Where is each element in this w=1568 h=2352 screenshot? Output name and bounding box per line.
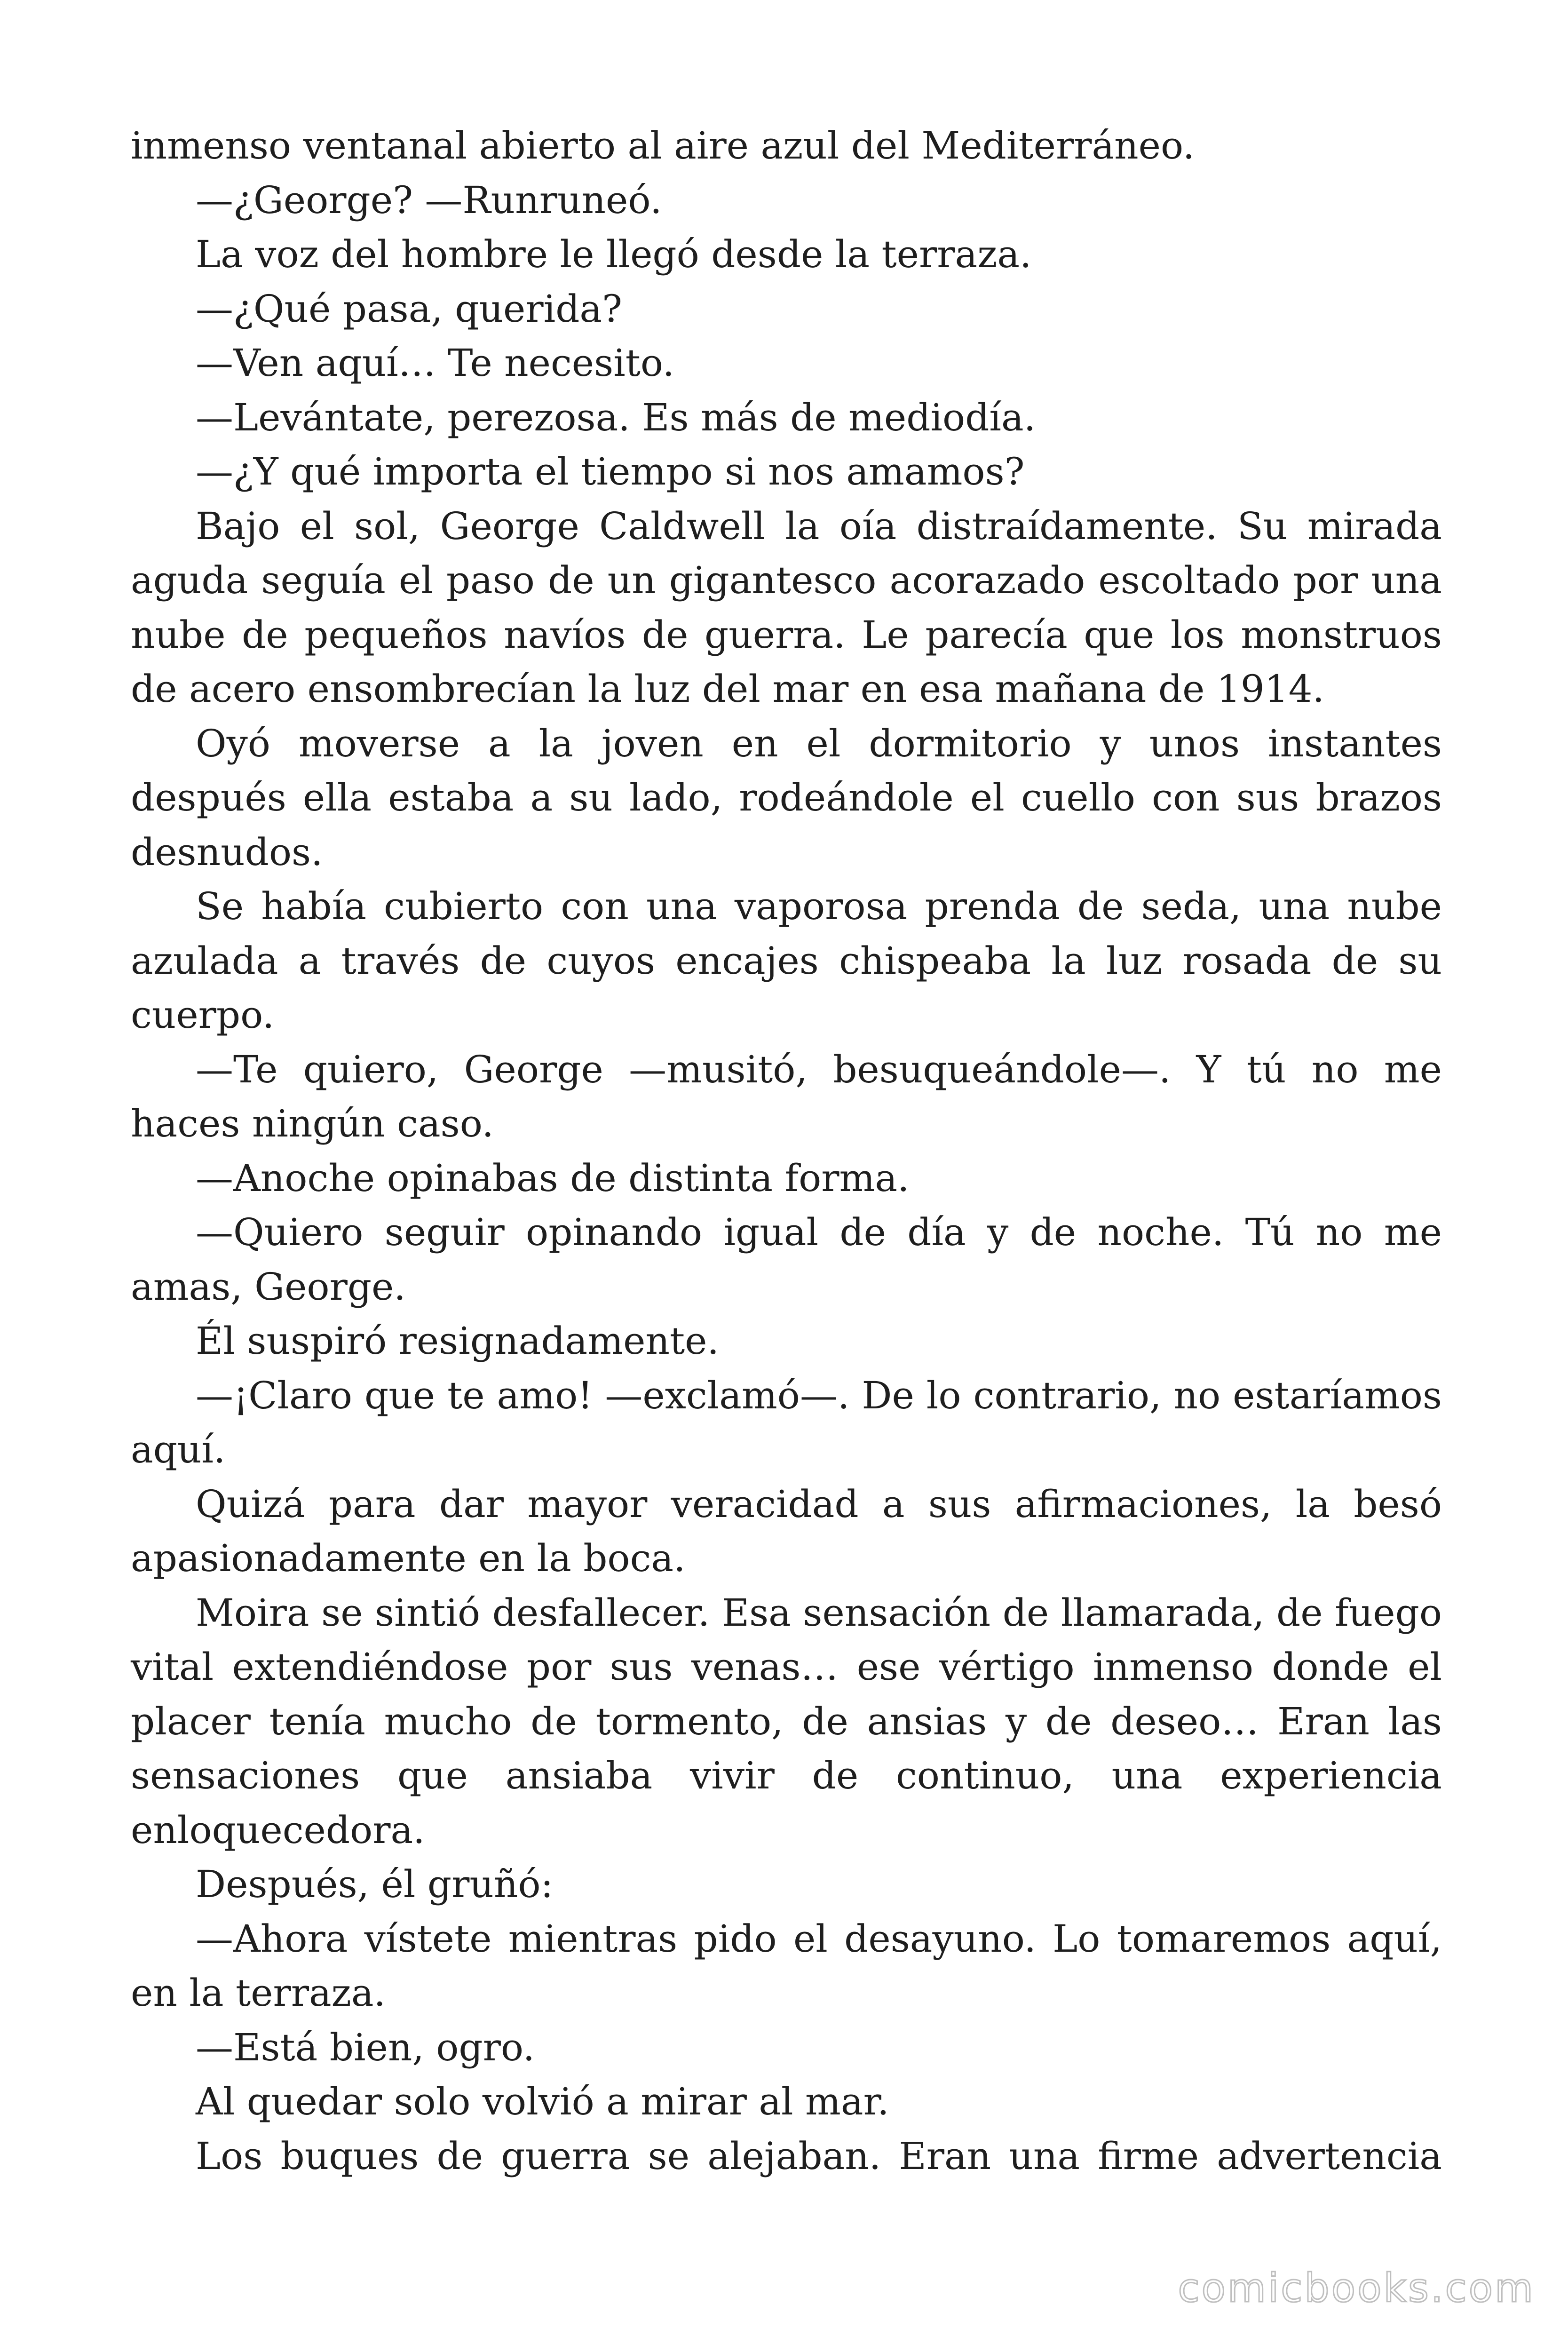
paragraph-10: Se había cubierto con una vaporosa prenda de seda, una nube azulada a través de cuyos encajes chispeaba la luz rosada de su cuerpo. (131, 884, 1442, 1037)
paragraph-3: La voz del hombre le llegó desde la terraza. (196, 232, 1032, 276)
watermark-text: comicbooks.com (1178, 2265, 1535, 2311)
paragraph-20: —Está bien, ogro. (196, 2025, 535, 2069)
paragraph-7: —¿Y qué importa el tiempo si nos amamos? (196, 450, 1025, 493)
paragraph-17: Moira se sintió desfallecer. Esa sensación de llamarada, de fuego vital extendiéndose por sus venas… ese vértigo inmenso donde el placer tenía mucho de tormento, de ansias y de deseo… Eran las sensaciones que ansiaba vivir de continuo, una experiencia enloquecedora. (131, 1590, 1442, 1852)
paragraph-21: Al quedar solo volvió a mirar al mar. (196, 2080, 889, 2123)
paragraph-19: —Ahora vístete mientras pido el desayuno. Lo tomaremos aquí, en la terraza. (131, 1916, 1442, 2015)
paragraph-9: Oyó moverse a la joven en el dormitorio y unos instantes después ella estaba a su lado, rodeándole el cuello con sus brazos desnudos. (131, 721, 1442, 874)
paragraph-8: Bajo el sol, George Caldwell la oía distraídamente. Su mirada aguda seguía el paso de un gigantesco acorazado escoltado por una nube de pequeños navíos de guerra. Le parecía que los monstruos de acero ensombrecían la luz del mar en esa mañana de 1914. (131, 504, 1442, 711)
paragraph-13: —Quiero seguir opinando igual de día y de noche. Tú no me amas, George. (131, 1210, 1442, 1309)
paragraph-2: —¿George? —Runruneó. (196, 178, 662, 222)
paragraph-1: inmenso ventanal abierto al aire azul del Mediterráneo. (131, 124, 1195, 167)
paragraph-15: —¡Claro que te amo! —exclamó—. De lo contrario, no estaríamos aquí. (131, 1373, 1442, 1471)
paragraph-14: Él suspiró resignadamente. (196, 1319, 719, 1363)
paragraph-4: —¿Qué pasa, querida? (196, 286, 622, 331)
paragraph-22: Los buques de guerra se alejaban. Eran una firme advertencia (196, 2134, 1442, 2178)
paragraph-6: —Levántate, perezosa. Es más de mediodía. (196, 395, 1036, 439)
paragraph-18: Después, él gruñó: (196, 1862, 554, 1906)
paragraph-11: —Te quiero, George —musitó, besuqueándole—. Y tú no me haces ningún caso. (131, 1047, 1442, 1145)
paragraph-5: —Ven aquí… Te necesito. (196, 341, 675, 385)
body-text (131, 119, 1442, 2183)
paragraph-12: —Anoche opinabas de distinta forma. (196, 1156, 910, 1200)
paragraph-16: Quizá para dar mayor veracidad a sus afirmaciones, la besó apasionadamente en la boca. (131, 1482, 1442, 1580)
